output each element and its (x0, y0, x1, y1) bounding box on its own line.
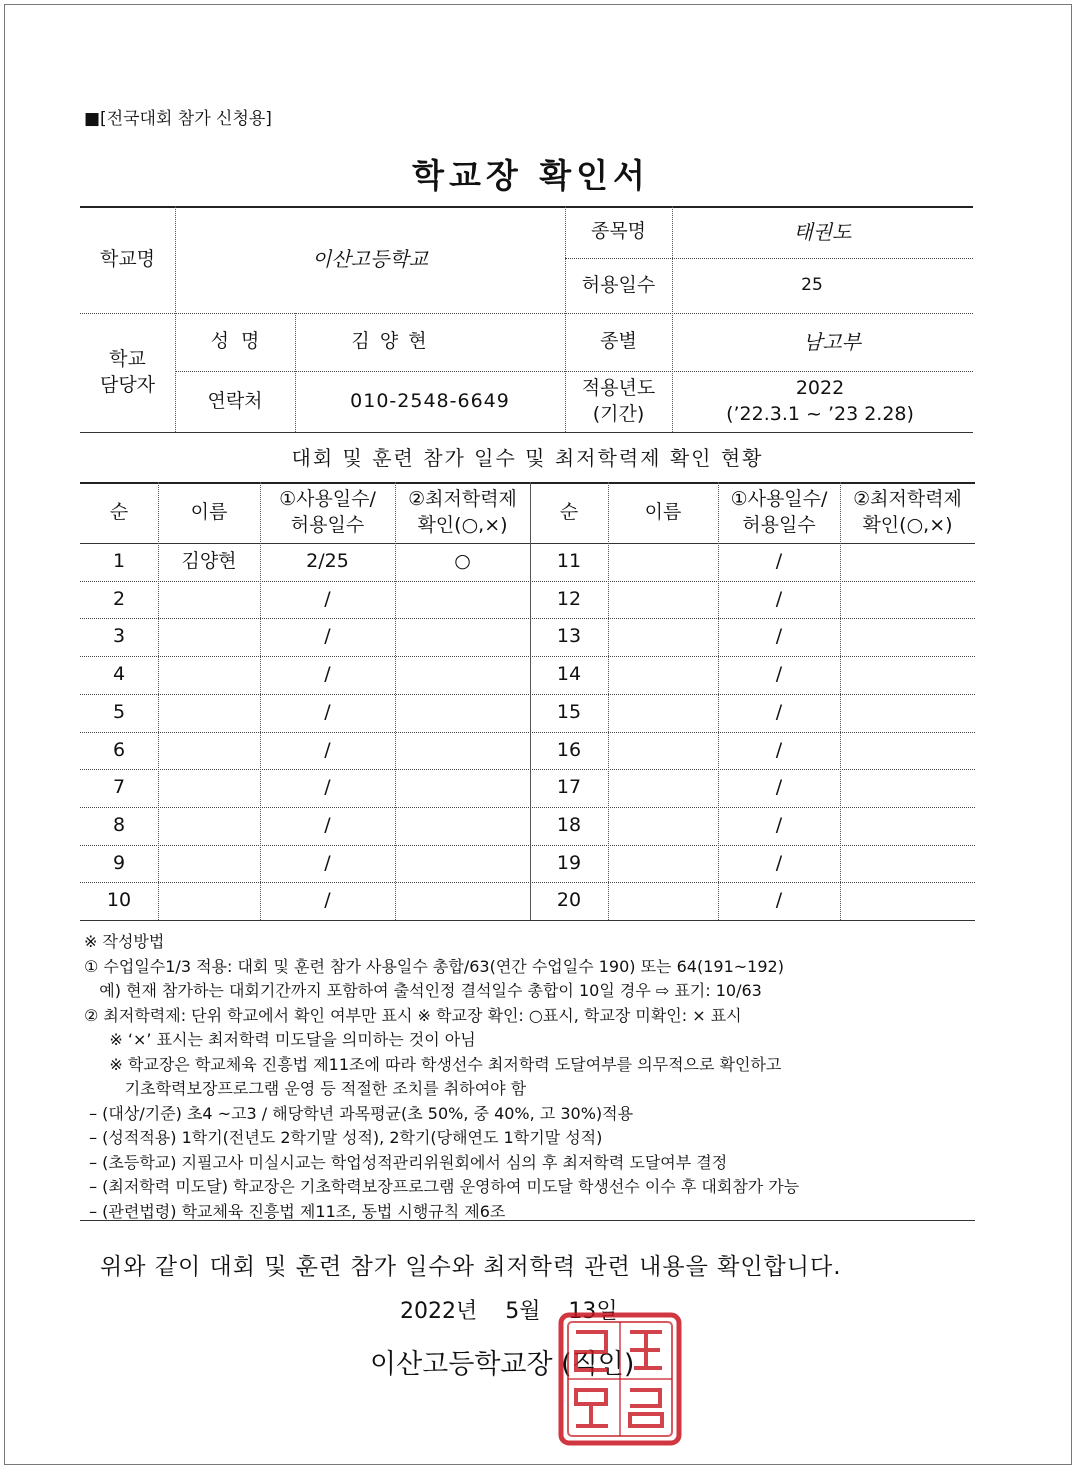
cell-no: 16 (556, 738, 582, 761)
cell-name (608, 769, 718, 807)
cell-name (608, 845, 718, 883)
instruction-line: – (관련법령) 학교체육 진흥법 제11조, 동법 시행규칙 제6조 (84, 1201, 506, 1221)
cell-name (158, 845, 260, 883)
school-name-label: 학교명 (99, 247, 156, 270)
instruction-line: ① 수업일수1/3 적용: 대회 및 훈련 참가 사용일수 총합/63(연간 수업일수 190) 또는 64(191~192) (84, 956, 784, 976)
instruction-line: ※ 학교장은 학교체육 진흥법 제11조에 따라 학생선수 최저학력 도달여부를 의무적으로 확인하고 (84, 1054, 782, 1074)
division-value: 남고부 (803, 329, 861, 354)
form-type-label: ■[전국대회 참가 신청용] (84, 109, 272, 129)
header-check-right: ②최저학력제 확인(○,×) (853, 487, 962, 536)
sport-value: 태권도 (793, 219, 852, 244)
cell-check (395, 656, 530, 694)
cell-no: 6 (112, 738, 126, 761)
cell-check (395, 694, 530, 732)
cell-no: 3 (112, 625, 126, 648)
cell-name (158, 882, 260, 920)
cell-check (840, 581, 975, 619)
cell-no: 7 (112, 776, 126, 799)
cell-no: 5 (112, 700, 126, 723)
header-days: ①사용일수/ 허용일수 (279, 487, 376, 536)
section-title: 대회 및 훈련 참가 일수 및 최저학력제 확인 현황 (291, 446, 764, 470)
cell-no: 11 (556, 550, 582, 573)
header-check: ②최저학력제 확인(○,×) (408, 487, 517, 536)
cell-name (608, 543, 718, 581)
cell-days: 2/25 (306, 550, 349, 573)
contact-person-label: 학교 담당자 (99, 347, 156, 396)
cell-days: / (775, 776, 783, 799)
document-title: 학교장 확인서 (412, 156, 650, 195)
confirmation-statement: 위와 같이 대회 및 훈련 참가 일수와 최저학력 관련 내용을 확인합니다. (100, 1254, 842, 1280)
cell-name: 김양현 (181, 550, 237, 573)
cell-name (608, 656, 718, 694)
instruction-line: – (최저학력 미도달) 학교장은 기초학력보장프로그램 운영하여 미도달 학생선수 이수 후 대회참가 가능 (84, 1177, 800, 1196)
cell-check (840, 694, 975, 732)
cell-name (158, 807, 260, 845)
cell-name (608, 732, 718, 770)
cell-no: 13 (556, 625, 582, 648)
cell-name (158, 694, 260, 732)
allowed-days-label: 허용일수 (581, 273, 656, 296)
cell-days: / (775, 700, 783, 723)
cell-name (158, 581, 260, 619)
header-no-right: 순 (559, 500, 579, 523)
cell-no: 10 (106, 889, 132, 912)
instruction-line: 예) 현재 참가하는 대회기간까지 포함하여 출석인정 결석일수 총합이 10일 경우 ⇨ 표기: 10/63 (84, 981, 762, 1000)
cell-check (840, 807, 975, 845)
instruction-line: – (대상/기준) 초4 ~고3 / 해당학년 과목평균(초 50%, 중 40%, 고 30%)적용 (84, 1103, 634, 1123)
notes-bottom-border (80, 1220, 975, 1221)
cell-no: 15 (556, 700, 582, 723)
cell-check (395, 845, 530, 883)
cell-no: 14 (556, 663, 582, 686)
cell-check (840, 656, 975, 694)
cell-days: / (324, 587, 331, 610)
cell-name (608, 581, 718, 619)
cell-check (840, 769, 975, 807)
cell-check (840, 543, 975, 581)
writing-instructions (84, 930, 984, 1224)
cell-check (840, 732, 975, 770)
cell-name (158, 618, 260, 656)
allowed-days-value: 25 (801, 275, 823, 296)
cell-check (840, 882, 975, 920)
cell-check (395, 807, 530, 845)
cell-no: 8 (112, 813, 126, 836)
cell-no: 12 (556, 587, 582, 610)
sport-label: 종목명 (590, 220, 647, 243)
official-seal-stamp (556, 1310, 684, 1448)
cell-name (608, 882, 718, 920)
instruction-line: – (성적적용) 1학기(전년도 2학기말 성적), 2학기(당해연도 1학기말 성적) (84, 1128, 603, 1147)
cell-days: / (775, 663, 783, 686)
cell-no: 20 (556, 889, 582, 912)
cell-name (158, 732, 260, 770)
instruction-line: ※ 작성방법 (84, 932, 165, 951)
cell-no: 9 (112, 851, 126, 874)
cell-name (608, 807, 718, 845)
cell-days: / (775, 738, 783, 761)
cell-check (840, 845, 975, 883)
cell-days: / (775, 550, 783, 573)
cell-name (608, 618, 718, 656)
list-table-bottom-border (80, 920, 975, 921)
cell-days: / (775, 587, 783, 610)
instruction-line: 기초학력보장프로그램 운영 등 적절한 조치를 취하여야 함 (84, 1079, 527, 1098)
cell-days: / (324, 625, 331, 648)
cell-no: 2 (112, 587, 126, 610)
school-name-value: 이산고등학교 (312, 247, 428, 271)
cell-no: 17 (556, 776, 582, 799)
cell-name (158, 769, 260, 807)
cell-check: ○ (454, 550, 471, 573)
cell-check (395, 581, 530, 619)
cell-name (158, 656, 260, 694)
header-no: 순 (109, 500, 129, 523)
cell-days: / (775, 889, 783, 912)
cell-days: / (324, 738, 331, 761)
cell-days: / (324, 889, 331, 912)
cell-days: / (775, 625, 783, 648)
cell-no: 18 (556, 813, 582, 836)
cell-days: / (775, 851, 783, 874)
header-days-right: ①사용일수/ 허용일수 (730, 487, 828, 536)
cell-days: / (324, 851, 331, 874)
cell-check (840, 618, 975, 656)
phone-value: 010-2548-6649 (350, 389, 510, 412)
cell-no: 1 (112, 550, 126, 573)
info-table-bottom-border (80, 432, 973, 433)
division-label: 종별 (600, 330, 637, 353)
name-label: 성 명 (210, 330, 260, 353)
cell-days: / (324, 776, 331, 799)
cell-days: / (324, 663, 331, 686)
principal-signature-line: 이산고등학교장 (직인) (370, 1349, 635, 1380)
cell-check (395, 769, 530, 807)
year-value: 2022 (’22.3.1 ~ ’23 2.28) (726, 376, 914, 425)
cell-name (608, 694, 718, 732)
issue-date: 2022년 5월 13일 (400, 1299, 618, 1324)
year-label: 적용년도 (기간) (581, 376, 656, 425)
name-value: 김 양 현 (351, 330, 429, 353)
phone-label: 연락처 (207, 389, 263, 412)
instruction-line: ※ ‘×’ 표시는 최저학력 미도달을 의미하는 것이 아님 (84, 1030, 476, 1049)
header-name-right: 이름 (644, 500, 682, 523)
cell-check (395, 618, 530, 656)
instruction-line: – (초등학교) 지필고사 미실시교는 학업성적관리위원회에서 심의 후 최저학력 도달여부 결정 (84, 1152, 728, 1172)
cell-days: / (775, 813, 783, 836)
cell-check (395, 732, 530, 770)
cell-days: / (324, 700, 331, 723)
cell-no: 19 (556, 851, 582, 874)
cell-days: / (324, 813, 331, 836)
cell-check (395, 882, 530, 920)
instruction-line: ② 최저학력제: 단위 학교에서 확인 여부만 표시 ※ 학교장 확인: ○표시, 학교장 미확인: × 표시 (84, 1005, 742, 1025)
header-name: 이름 (190, 500, 228, 523)
cell-no: 4 (112, 663, 126, 686)
